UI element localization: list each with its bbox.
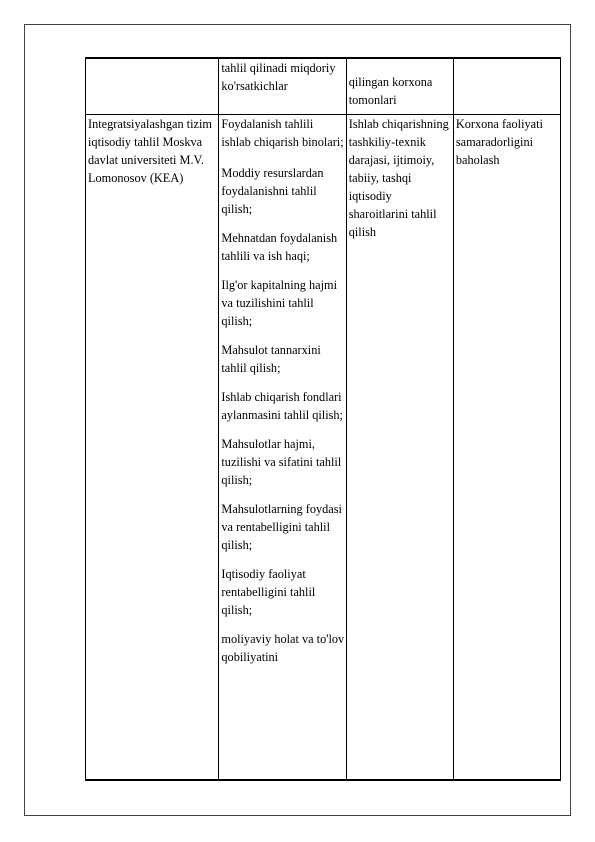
conditions-text: Ishlab chiqarishning tashkiliy-texnik darajasi, ijtimoiy, tabiiy, tashqi iqtisodiy sharoitlarini tahlil qilish <box>348 116 449 239</box>
list-item: Ilg'or kapitalning hajmi va tuzilishini tahlil qilish; <box>221 277 337 328</box>
list-item: Iqtisodiy faoliyat rentabelligini tahlil qilish; <box>221 566 316 617</box>
list-item: moliyaviy holat va to'lov qobiliyatini <box>221 631 345 664</box>
list-item: Foydalanish tahlili ishlab chiqarish binolari; <box>221 116 344 149</box>
method-name: Integratsiyalashgan tizim iqtisodiy tahlil Moskva davlat universiteti M.V. Lomonosov (KEA) <box>88 116 212 185</box>
evaluation-text: Korxona faoliyati samaradorligini baholash <box>455 116 543 167</box>
table-cell: qilingan korxona tomonlari <box>346 58 453 114</box>
table-cell: tahlil qilinadi miqdoriy ko'rsatkichlar <box>219 58 346 114</box>
table-cell <box>86 58 219 114</box>
list-item: Ishlab chiqarish fondlari aylanmasini tahlil qilish; <box>221 389 343 422</box>
table-cell <box>219 114 346 780</box>
table-cell <box>453 114 560 780</box>
analysis-table <box>85 57 561 781</box>
table-cell <box>453 58 560 114</box>
table-cell <box>86 114 219 780</box>
list-item: Mahsulotlar hajmi, tuzilishi va sifatini tahlil qilish; <box>221 436 342 487</box>
table-row <box>86 58 561 114</box>
list-item: Mahsulot tannarxini tahlil qilish; <box>221 342 321 375</box>
table-row <box>86 114 561 780</box>
list-item: Moddiy resurslardan foydalanishni tahlil qilish; <box>221 165 324 216</box>
list-item: Mahsulotlarning foydasi va rentabelligini tahlil qilish; <box>221 501 342 552</box>
list-item: Mehnatdan foydalanish tahlili va ish haqi; <box>221 230 338 263</box>
table-cell <box>346 114 453 780</box>
